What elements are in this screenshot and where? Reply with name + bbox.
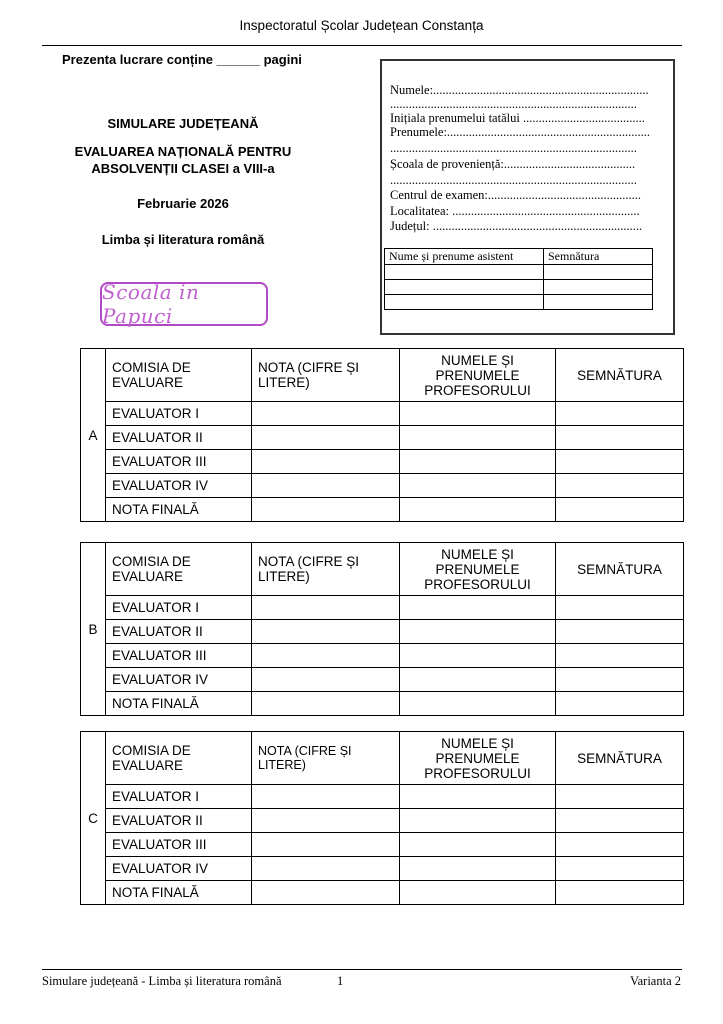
name-cell[interactable] — [400, 809, 556, 833]
name-cell[interactable] — [400, 692, 556, 716]
signature-cell[interactable] — [556, 857, 684, 881]
row-label: EVALUATOR II — [106, 809, 252, 833]
id-line-father-initial[interactable]: Inițiala prenumelui tatălui ....................................... — [390, 111, 645, 125]
signature-cell[interactable] — [556, 596, 684, 620]
name-cell[interactable] — [400, 596, 556, 620]
id-line-school[interactable]: Școala de proveniență:.......................................... — [390, 157, 636, 171]
header-grade: NOTA (CIFRE ȘI LITERE) — [252, 543, 400, 596]
assistant-table — [384, 248, 653, 310]
footer-variant: Varianta 2 — [629, 974, 681, 988]
grade-cell[interactable] — [252, 668, 400, 692]
grade-cell[interactable] — [252, 620, 400, 644]
grade-table-c — [80, 731, 684, 905]
signature-cell[interactable] — [556, 644, 684, 668]
row-label: EVALUATOR II — [106, 620, 252, 644]
grade-table-a — [80, 348, 684, 522]
header-commission: COMISIA DE EVALUARE — [106, 732, 252, 785]
signature-cell[interactable] — [556, 809, 684, 833]
signature-cell[interactable] — [556, 474, 684, 498]
name-cell[interactable] — [400, 644, 556, 668]
id-line-name[interactable]: Numele:..................................................................... — [390, 83, 649, 97]
name-cell[interactable] — [400, 857, 556, 881]
grade-cell[interactable] — [252, 692, 400, 716]
signature-cell[interactable] — [556, 450, 684, 474]
footer-rule — [42, 969, 682, 970]
evaluation-title — [60, 143, 306, 177]
footer-page-number: 1 — [337, 974, 344, 988]
header-commission: COMISIA DE EVALUARE — [106, 349, 252, 402]
signature-cell[interactable] — [556, 668, 684, 692]
name-cell[interactable] — [400, 474, 556, 498]
row-label: NOTA FINALĂ — [106, 881, 252, 905]
header-commission: COMISIA DE EVALUARE — [106, 543, 252, 596]
grade-cell[interactable] — [252, 596, 400, 620]
row-label: EVALUATOR IV — [106, 474, 252, 498]
assist-cell[interactable] — [385, 265, 544, 280]
assist-cell[interactable] — [544, 280, 653, 295]
grade-cell[interactable] — [252, 881, 400, 905]
grade-cell[interactable] — [252, 785, 400, 809]
assist-cell[interactable] — [385, 295, 544, 310]
assist-header-name: Nume și prenume asistent — [385, 249, 544, 265]
id-line-school-cont[interactable]: ............................................................................... — [390, 173, 637, 187]
grade-cell[interactable] — [252, 833, 400, 857]
name-cell[interactable] — [400, 402, 556, 426]
row-label: EVALUATOR I — [106, 785, 252, 809]
evaluation-title-line2: ABSOLVENȚII CLASEI a VIII-a — [91, 161, 275, 176]
row-label: NOTA FINALĂ — [106, 692, 252, 716]
id-line-county[interactable]: Județul: ................................................................... — [390, 219, 643, 233]
school-logo: Scoala in Papuci — [100, 282, 268, 326]
signature-cell[interactable] — [556, 620, 684, 644]
candidate-id-box — [380, 59, 675, 335]
header-signature: SEMNĂTURA — [556, 732, 684, 785]
row-label: EVALUATOR IV — [106, 857, 252, 881]
page-header: Inspectoratul Școlar Județean Constanța — [239, 18, 484, 33]
name-cell[interactable] — [400, 620, 556, 644]
signature-cell[interactable] — [556, 402, 684, 426]
id-line-firstname-cont[interactable]: ............................................................................... — [390, 141, 637, 155]
grade-cell[interactable] — [252, 450, 400, 474]
signature-cell[interactable] — [556, 426, 684, 450]
row-label: EVALUATOR I — [106, 596, 252, 620]
grade-cell[interactable] — [252, 402, 400, 426]
grade-cell[interactable] — [252, 474, 400, 498]
table-letter: A — [81, 349, 106, 522]
signature-cell[interactable] — [556, 785, 684, 809]
header-grade: NOTA (CIFRE ȘI LITERE) — [252, 349, 400, 402]
assist-cell[interactable] — [544, 295, 653, 310]
assist-cell[interactable] — [544, 265, 653, 280]
name-cell[interactable] — [400, 450, 556, 474]
table-letter: B — [81, 543, 106, 716]
grade-cell[interactable] — [252, 426, 400, 450]
header-signature: SEMNĂTURA — [556, 543, 684, 596]
name-cell[interactable] — [400, 498, 556, 522]
table-letter: C — [81, 732, 106, 905]
row-label: NOTA FINALĂ — [106, 498, 252, 522]
grade-cell[interactable] — [252, 644, 400, 668]
pages-note: Prezenta lucrare conține ______ pagini — [62, 52, 302, 67]
header-teacher-name: NUMELE ȘI PRENUMELE PROFESORULUI — [400, 349, 556, 402]
header-rule — [42, 45, 682, 46]
assist-header-sign: Semnătura — [544, 249, 653, 265]
id-line-firstname[interactable]: Prenumele:................................................................. — [390, 125, 651, 139]
id-line-exam-center[interactable]: Centrul de examen:................................................. — [390, 188, 642, 202]
header-teacher-name: NUMELE ȘI PRENUMELE PROFESORULUI — [400, 543, 556, 596]
row-label: EVALUATOR III — [106, 450, 252, 474]
name-cell[interactable] — [400, 668, 556, 692]
grade-cell[interactable] — [252, 498, 400, 522]
signature-cell[interactable] — [556, 498, 684, 522]
row-label: EVALUATOR II — [106, 426, 252, 450]
signature-cell[interactable] — [556, 833, 684, 857]
grade-cell[interactable] — [252, 809, 400, 833]
id-line-name-cont[interactable]: ............................................................................... — [390, 97, 637, 111]
grade-table-b — [80, 542, 684, 716]
footer-title: Simulare județeană - Limba și literatura română — [42, 974, 282, 988]
row-label: EVALUATOR III — [106, 644, 252, 668]
exam-subject: Limba și literatura română — [101, 232, 265, 247]
exam-date: Februarie 2026 — [137, 196, 229, 211]
name-cell[interactable] — [400, 881, 556, 905]
signature-cell[interactable] — [556, 881, 684, 905]
row-label: EVALUATOR IV — [106, 668, 252, 692]
header-signature: SEMNĂTURA — [556, 349, 684, 402]
name-cell[interactable] — [400, 785, 556, 809]
assist-cell[interactable] — [385, 280, 544, 295]
evaluation-title-line1: EVALUAREA NAȚIONALĂ PENTRU — [74, 144, 292, 159]
name-cell[interactable] — [400, 426, 556, 450]
simulation-title: SIMULARE JUDEȚEANĂ — [107, 116, 259, 131]
header-teacher-name: NUMELE ȘI PRENUMELE PROFESORULUI — [400, 732, 556, 785]
signature-cell[interactable] — [556, 692, 684, 716]
name-cell[interactable] — [400, 833, 556, 857]
row-label: EVALUATOR III — [106, 833, 252, 857]
header-grade: NOTA (CIFRE ȘI LITERE) — [252, 732, 400, 785]
id-line-locality[interactable]: Localitatea: ............................................................ — [390, 204, 640, 218]
row-label: EVALUATOR I — [106, 402, 252, 426]
grade-cell[interactable] — [252, 857, 400, 881]
